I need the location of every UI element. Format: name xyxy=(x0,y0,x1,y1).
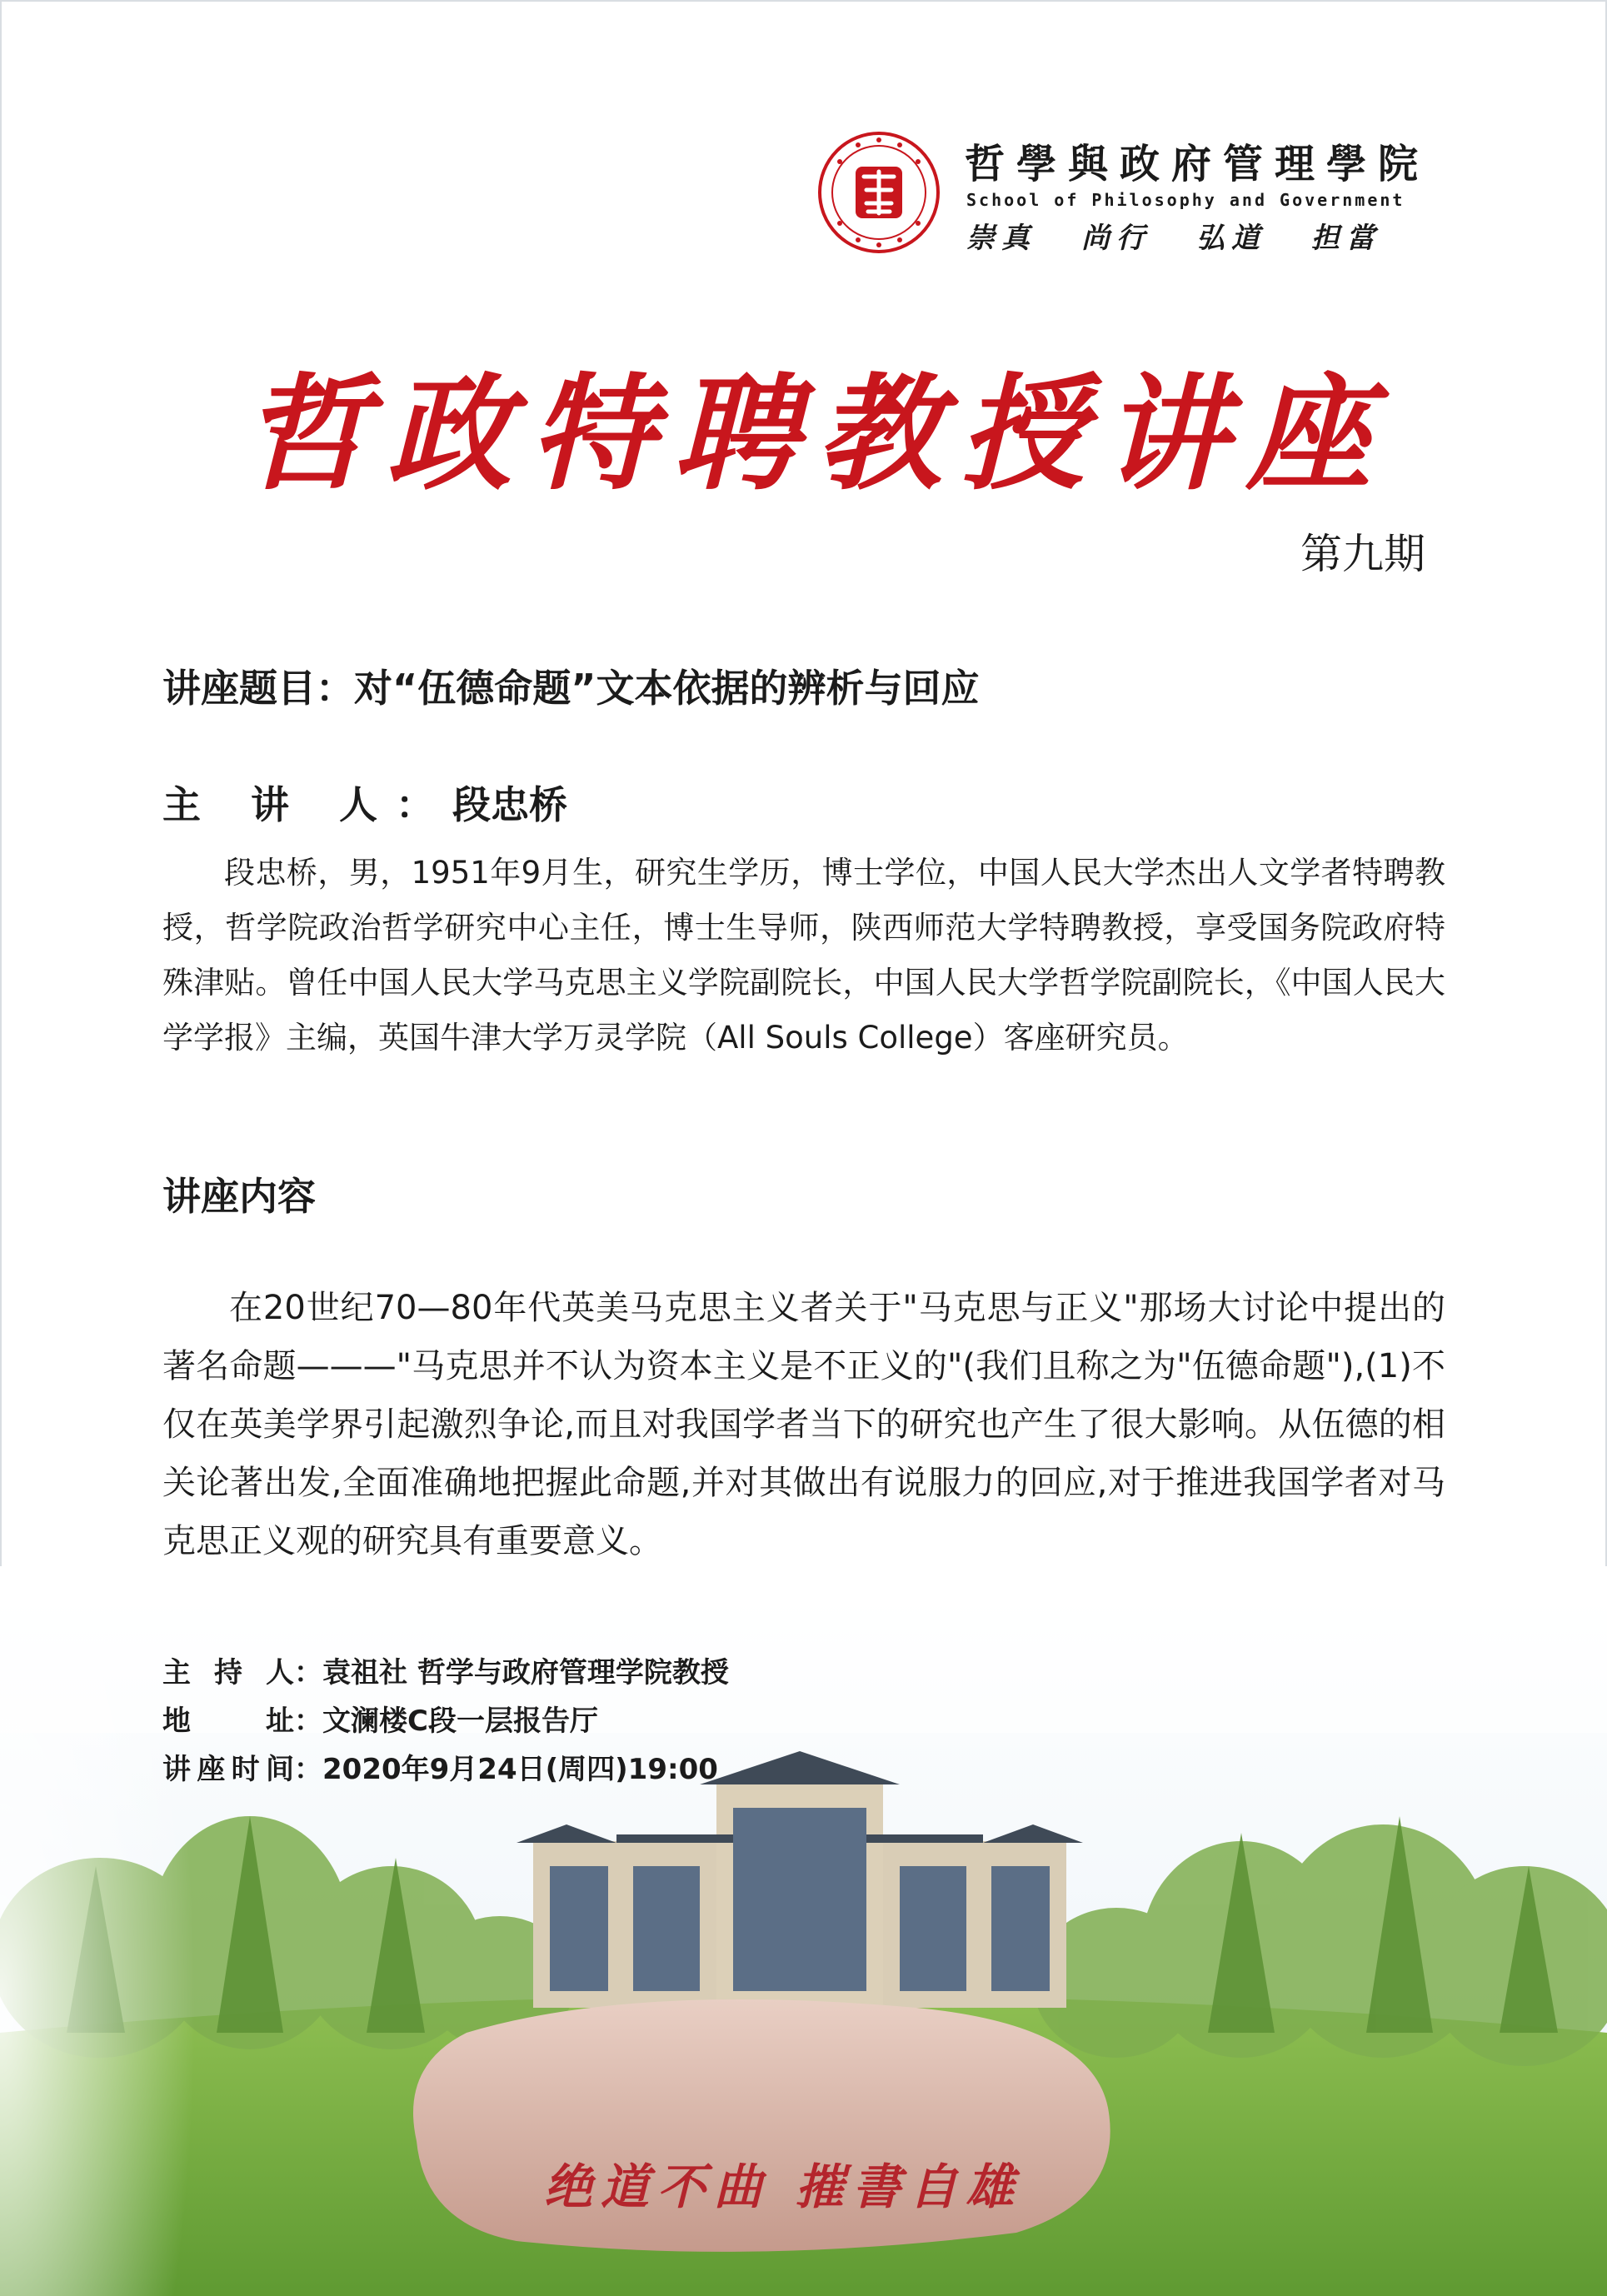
school-seal-icon xyxy=(816,130,941,255)
speaker-name: 段忠桥 xyxy=(452,782,568,827)
content-text: 在20世纪70—80年代英美马克思主义者关于"马克思与正义"那场大讨论中提出的著名命题———"马克思并不认为资本主义是不正义的"(我们且称之为"伍德命题"),(1)不仅在英美学界引起激烈争论,而且对我国学者当下的研究也产生了很大影响。从伍德的相关论著出发,全面准确地把握此命题,并对其做出有说服力的回应,对于推进我国学者对马克思正义观的研究具有重要意义。 xyxy=(162,1289,1445,1560)
poster-title: 哲政特聘教授讲座 xyxy=(242,361,1390,507)
issue-number: 第九期 xyxy=(1300,530,1425,578)
speaker-label: 主 讲 人： xyxy=(162,782,453,827)
topic-label: 讲座题目： xyxy=(162,666,354,711)
school-name-cn: 哲學與政府管理學院 xyxy=(965,141,1430,187)
speaker-line xyxy=(162,775,567,830)
address-line xyxy=(162,1698,598,1739)
motto-item: 崇真 xyxy=(966,222,1036,255)
host-line xyxy=(162,1650,729,1690)
speaker-bio: 段忠桥，男，1951年9月生，研究生学历，博士学位，中国人民大学杰出人文学者特聘教授，哲学院政治哲学研究中心主任，博士生导师，陕西师范大学特聘教授，享受国务院政府特殊津贴。曾任中国人民大学马克思主义学院副院长，中国人民大学哲学院副院长，《中国人民大学学报》主编，英国牛津大学万灵学院（All Souls College）客座研究员。 xyxy=(162,855,1445,1056)
motto-item: 弘道 xyxy=(1196,222,1266,255)
motto-item: 担當 xyxy=(1311,222,1381,255)
school-motto xyxy=(966,215,1426,256)
school-header xyxy=(816,125,1450,267)
host-value: ：袁祖社 哲学与政府管理学院教授 xyxy=(294,1656,729,1690)
motto-item: 尚行 xyxy=(1081,222,1151,255)
content-heading: 讲座内容 xyxy=(162,1174,316,1219)
time-label: 讲座时间 xyxy=(162,1753,294,1786)
time-value: ：2020年9月24日(周四)19:00 xyxy=(294,1753,718,1786)
topic-text: 对“伍德命题”文本依据的辨析与回应 xyxy=(354,666,980,711)
time-line xyxy=(162,1746,718,1787)
address-value: ：文澜楼C段一层报告厅 xyxy=(294,1705,598,1738)
host-label: 主 持 人 xyxy=(162,1656,294,1690)
address-label: 地 址 xyxy=(162,1705,294,1738)
stone-inscription: 绝道不曲 摧書自雄 xyxy=(543,2159,1023,2215)
lecture-topic xyxy=(162,658,979,713)
school-name-en: School of Philosophy and Government xyxy=(966,190,1405,210)
